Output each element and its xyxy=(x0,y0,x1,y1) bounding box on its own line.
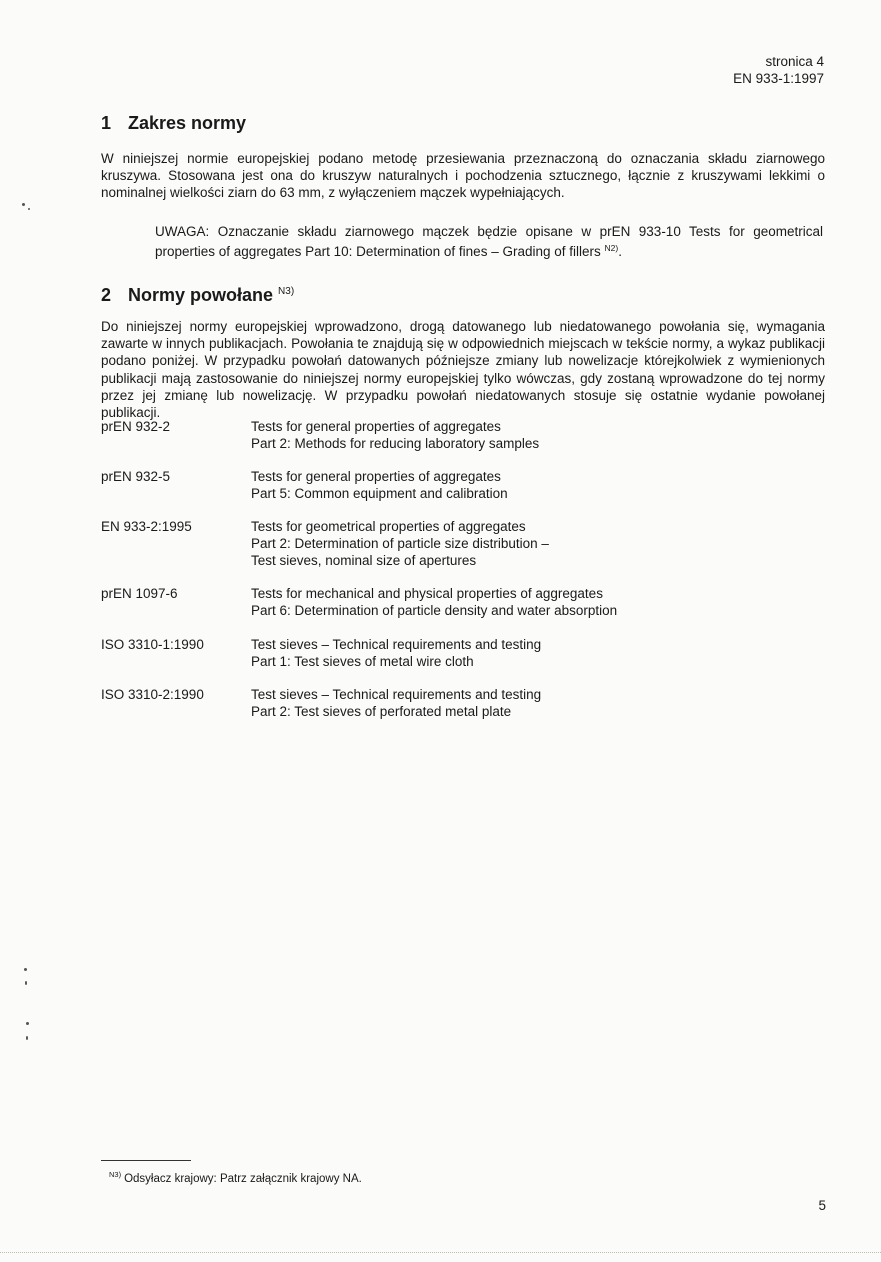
standard-id: EN 933-1:1997 xyxy=(733,71,824,86)
reference-code: EN 933-2:1995 xyxy=(101,519,192,534)
reference-code: ISO 3310-2:1990 xyxy=(101,687,204,702)
scan-edge-line xyxy=(0,1252,881,1253)
reference-title-line: Part 2: Determination of particle size distribution – xyxy=(251,536,549,551)
section-1-title: Zakres normy xyxy=(128,113,247,133)
scan-speck xyxy=(22,203,25,206)
section-1-heading xyxy=(101,112,246,134)
reference-titles xyxy=(251,468,825,502)
section-1-body: W niniejszej normie europejskiej podano metodę przesiewania przeznaczoną do oznaczania składu ziarnowego kruszywa. Stosowana jest ona do kruszyw naturalnych i pochodzenia sztucznego, łącznie z kruszywami lekkimi o nominalnej wielkości ziarn do 63 mm, z wyłączeniem mączek wypełniających. xyxy=(101,151,825,201)
section-2-title: Normy powołane xyxy=(128,285,274,305)
scan-speck xyxy=(26,1022,29,1025)
section-2-body: Do niniejszej normy europejskiej wprowadzono, drogą datowanego lub niedatowanego powołania się, wymagania zawarte w innych publikacjach. Powołania te znajdują się w odpowiednich miejscach w tekście normy, a wykaz publikacji podano poniżej. W przypadku powołań datowanych późniejsze zmiany lub nowelizacje którejkolwiek z wymienionych publikacji mają zastosowanie do niniejszej normy europejskiej tylko wówczas, gdy zostaną wprowadzone do tej normy przez jej zmianę lub nowelizację. W przypadku powołań niedatowanych stosuje się ostatnie wydanie powołanej publikacji. xyxy=(101,319,825,421)
reference-title-line: Test sieves – Technical requirements and testing xyxy=(251,687,542,702)
reference-code: prEN 1097-6 xyxy=(101,586,178,601)
footnote-text: Odsyłacz krajowy: Patrz załącznik krajowy NA. xyxy=(124,1173,362,1185)
scan-speck xyxy=(24,968,27,971)
reference-titles xyxy=(251,418,825,452)
note-text: UWAGA: Oznaczanie składu ziarnowego mączek będzie opisane w prEN 933-10 Tests for geometrical properties of aggregates Part 10: Determination of fines – Grading of fillers xyxy=(155,224,823,260)
section-2-title-ref: N3) xyxy=(278,286,295,297)
reference-code: prEN 932-5 xyxy=(101,469,171,484)
section-1-number: 1 xyxy=(101,113,112,133)
reference-titles xyxy=(251,518,825,569)
reference-titles xyxy=(251,636,825,670)
section-2-number: 2 xyxy=(101,285,112,305)
scan-speck xyxy=(26,1036,28,1040)
reference-title-line: Part 6: Determination of particle density and water absorption xyxy=(251,603,618,618)
page-header xyxy=(733,53,824,87)
note-ref: N2) xyxy=(604,243,619,254)
reference-title-line: Tests for mechanical and physical properties of aggregates xyxy=(251,586,603,601)
reference-titles xyxy=(251,585,825,619)
reference-title-line: Part 2: Methods for reducing laboratory samples xyxy=(251,436,540,451)
reference-title-line: Part 5: Common equipment and calibration xyxy=(251,486,508,501)
reference-title-line: Part 2: Test sieves of perforated metal plate xyxy=(251,704,512,719)
footnote xyxy=(109,1167,362,1187)
reference-title-line: Tests for general properties of aggregates xyxy=(251,469,501,484)
section-2-heading xyxy=(101,281,294,306)
reference-titles xyxy=(251,686,825,720)
section-1-note xyxy=(155,223,823,260)
footnote-marker: N3) xyxy=(109,1170,122,1179)
reference-title-line: Test sieves, nominal size of apertures xyxy=(251,553,477,568)
reference-code: prEN 932-2 xyxy=(101,419,171,434)
scan-speck xyxy=(28,208,30,210)
page-label: stronica 4 xyxy=(765,54,824,69)
reference-code: ISO 3310-1:1990 xyxy=(101,637,204,652)
scan-speck xyxy=(25,981,27,985)
reference-title-line: Tests for geometrical properties of aggregates xyxy=(251,519,526,534)
reference-title-line: Part 1: Test sieves of metal wire cloth xyxy=(251,654,474,669)
note-end: . xyxy=(618,244,622,260)
footnote-rule xyxy=(101,1160,191,1161)
reference-title-line: Test sieves – Technical requirements and testing xyxy=(251,637,542,652)
reference-title-line: Tests for general properties of aggregates xyxy=(251,419,501,434)
page-number: 5 xyxy=(818,1198,826,1213)
